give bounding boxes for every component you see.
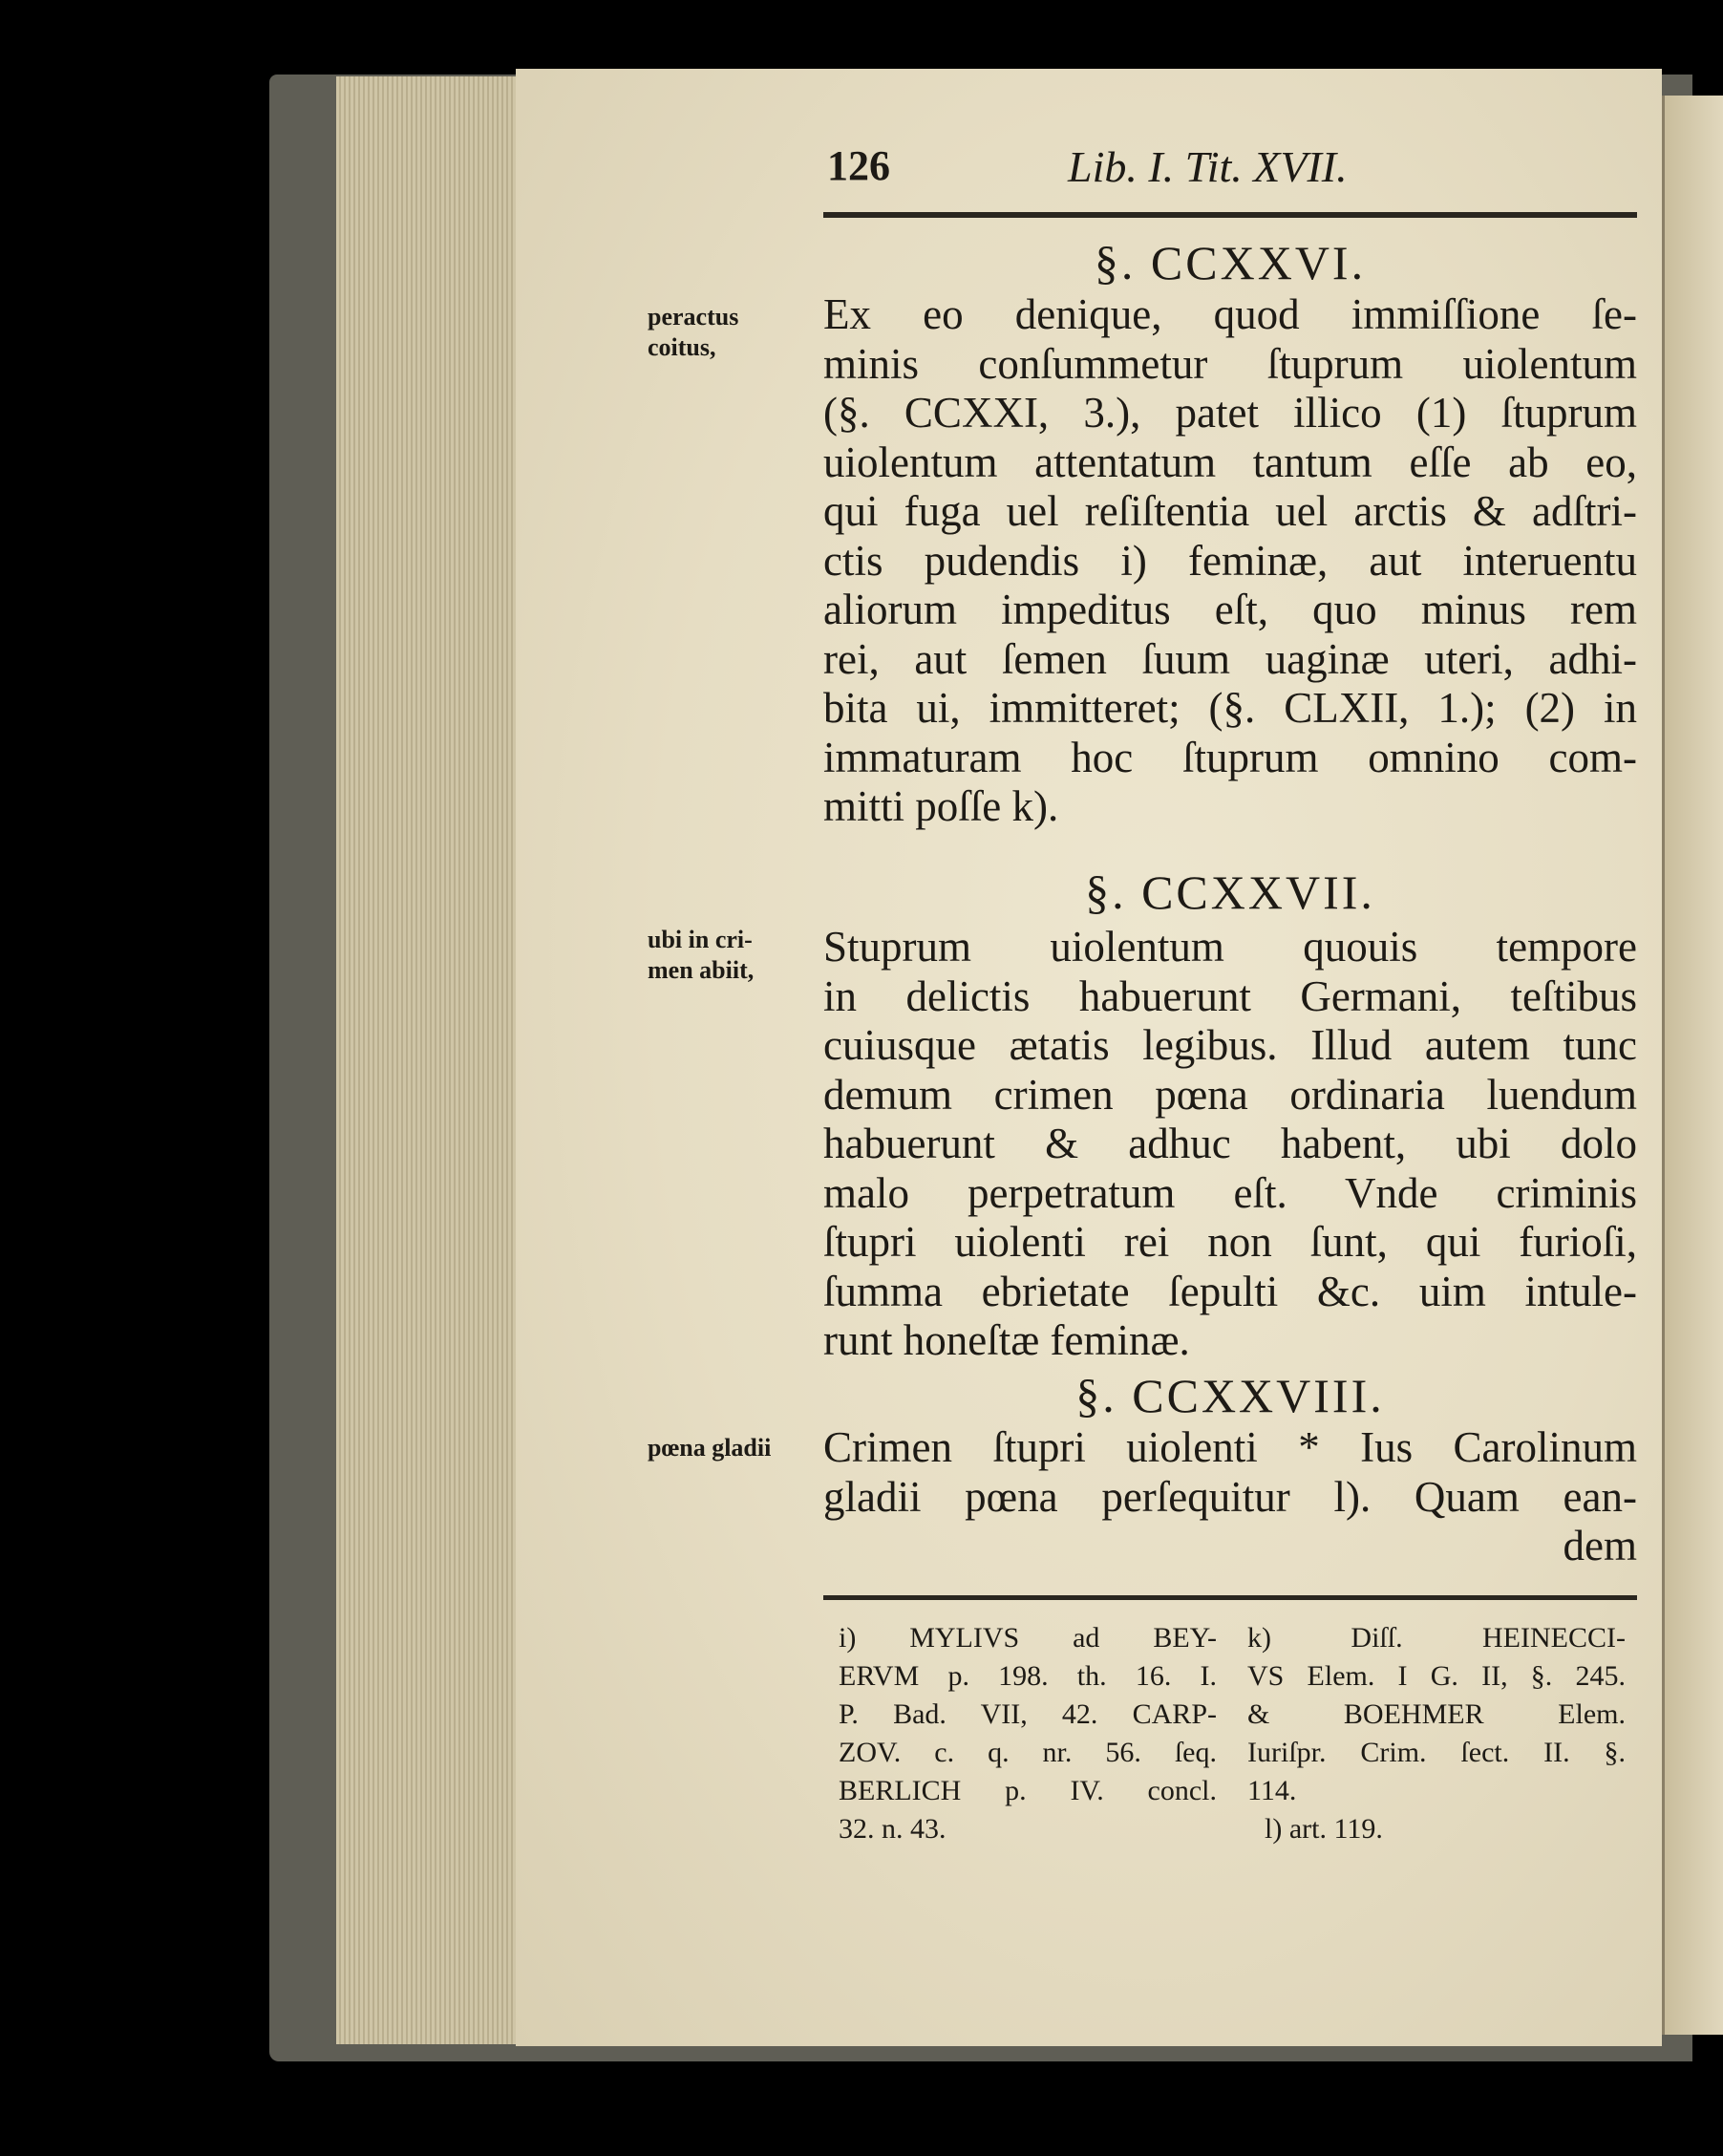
text-line: cuiusque ætatis legibus. Illud autem tunc — [823, 1021, 1637, 1069]
footnote-line: BERLICH p. IV. concl. — [839, 1775, 1217, 1806]
text-line: Ex eo denique, quod immiſſione ſe- — [823, 290, 1637, 338]
text-line: aliorum impeditus eſt, quo minus rem — [823, 586, 1637, 633]
text-line: Crimen ſtupri uiolenti * Ius Carolinum — [823, 1423, 1637, 1471]
margin-note-line: pœna gladii — [648, 1434, 772, 1462]
margin-note-line: ubi in cri- — [648, 926, 753, 953]
text-line: qui fuga uel reſiſtentia uel arctis & adſtri- — [823, 487, 1637, 535]
margin-note-line: men abiit, — [648, 956, 755, 984]
text-line: habuerunt & adhuc habent, ubi dolo — [823, 1120, 1637, 1167]
text-line: mitti poſſe k). — [823, 782, 1059, 830]
text-line: demum crimen pœna ordinaria luendum — [823, 1070, 1637, 1119]
text-line: uiolentum attentatum tantum eſſe ab eo, — [823, 438, 1637, 486]
footnote-line: ZOV. c. q. nr. 56. ſeq. — [839, 1737, 1217, 1768]
section-body — [823, 290, 1637, 832]
footnotes-right — [1247, 1619, 1626, 1848]
header-rule — [823, 212, 1637, 218]
footnotes-left — [839, 1619, 1217, 1848]
footnote-rule — [823, 1595, 1637, 1600]
section-heading: §. CCXXVIII. — [1075, 1369, 1385, 1422]
section-body — [823, 923, 1637, 1366]
section-heading: §. CCXXVII. — [1085, 865, 1375, 919]
footnote-line: 114. — [1247, 1775, 1297, 1806]
margin-note-line: peractus — [648, 303, 739, 331]
section-heading: §. CCXXVI. — [1094, 236, 1367, 289]
footnote-line: VS Elem. I G. II, §. 245. — [1247, 1660, 1626, 1692]
section-body — [823, 1423, 1637, 1571]
page-edges — [336, 76, 520, 2044]
running-title: Lib. I. Tit. XVII. — [1068, 142, 1348, 191]
footnote-line: k) Diſſ. HEINECCI- — [1247, 1622, 1626, 1654]
footnote-line: 32. n. 43. — [839, 1813, 947, 1845]
text-line: Stuprum uiolentum quouis tempore — [823, 923, 1637, 971]
margin-note — [648, 302, 738, 363]
footnote-line: l) art. 119. — [1265, 1813, 1383, 1845]
footnote-line: Iuriſpr. Crim. ſect. II. §. — [1247, 1737, 1626, 1768]
facing-page-edge — [1662, 96, 1723, 2035]
text-line: immaturam hoc ſtuprum omnino com- — [823, 733, 1637, 781]
footnote-line: i) MYLIVS ad BEY- — [839, 1622, 1217, 1654]
text-line: ctis pudendis i) feminæ, aut interuentu — [823, 536, 1637, 585]
margin-note-line: coitus, — [648, 333, 716, 361]
footnote-line: P. Bad. VII, 42. CARP- — [839, 1698, 1217, 1730]
text-line: (§. CCXXI, 3.), patet illico (1) ſtuprum — [823, 389, 1637, 437]
text-line: in delictis habuerunt Germani, teſtibus — [823, 971, 1637, 1020]
margin-note — [648, 1433, 771, 1463]
text-line: gladii pœna perſequitur l). Quam ean- — [823, 1472, 1637, 1521]
text-line: malo perpetratum eſt. Vnde criminis — [823, 1168, 1637, 1217]
footnote-line: & BOEHMER Elem. — [1247, 1698, 1626, 1730]
text-line: runt honeſtæ feminæ. — [823, 1316, 1190, 1364]
text-line: ſtupri uiolenti rei non ſunt, qui furioſi, — [823, 1218, 1637, 1266]
text-line: bita ui, immitteret; (§. CLXII, 1.); (2) in — [823, 684, 1637, 732]
margin-note — [648, 925, 754, 986]
text-line: rei, aut ſemen ſuum uaginæ uteri, adhi- — [823, 634, 1637, 683]
text-line: ſumma ebrietate ſepulti &c. uim intule- — [823, 1267, 1637, 1315]
footnote-line: ERVM p. 198. th. 16. I. — [839, 1660, 1217, 1692]
catchword: dem — [1563, 1522, 1637, 1569]
page-number: 126 — [827, 142, 890, 189]
text-line: minis conſummetur ſtuprum uiolentum — [823, 339, 1637, 388]
